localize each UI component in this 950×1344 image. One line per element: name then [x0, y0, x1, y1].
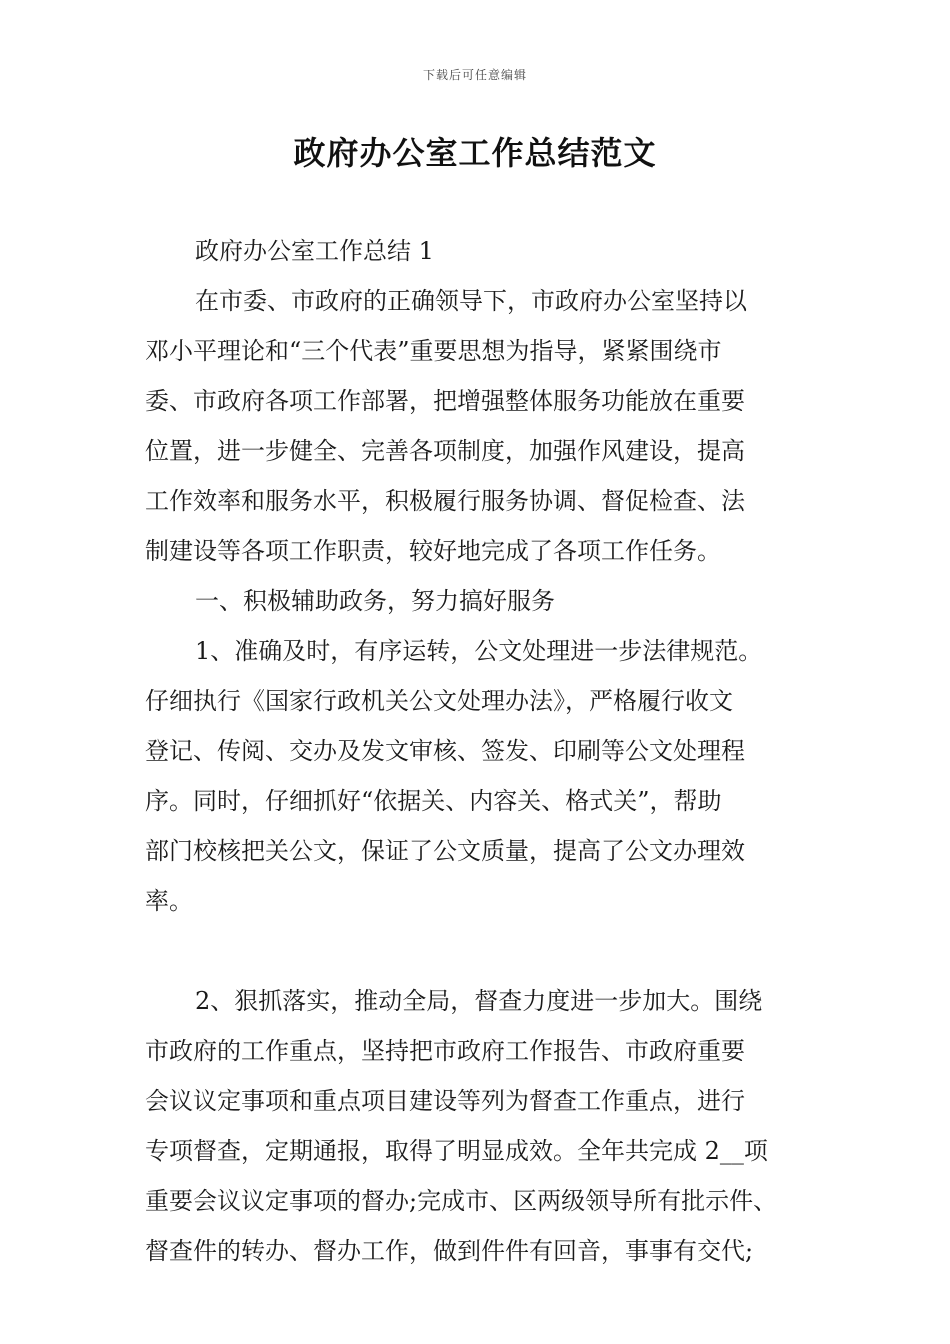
paragraph-line: 委、市政府各项工作部署，把增强整体服务功能放在重要: [145, 387, 745, 415]
section-heading: 一、积极辅助政务，努力搞好服务: [195, 587, 555, 615]
paragraph-line: 工作效率和服务水平，积极履行服务协调、督促检查、法: [145, 487, 745, 515]
paragraph-line: 序。同时，仔细抓好“依据关、内容关、格式关”，帮助: [145, 787, 722, 815]
paragraph-line: 重要会议议定事项的督办;完成市、区两级领导所有批示件、: [145, 1187, 778, 1215]
paragraph-gap: [145, 926, 817, 976]
paragraph-line: 1、准确及时，有序运转，公文处理进一步法律规范。: [195, 637, 763, 665]
paragraph-line: 仔细执行《国家行政机关公文处理办法》，严格履行收文: [145, 687, 733, 715]
paragraph-line: 市政府的工作重点，坚持把市政府工作报告、市政府重要: [145, 1037, 745, 1065]
document-body: [145, 226, 817, 1276]
paragraph-line: 会议议定事项和重点项目建设等列为督查工作重点，进行: [145, 1087, 745, 1115]
header-note: 下载后可任意编辑: [422, 68, 527, 82]
paragraph-line: 邓小平理论和“三个代表”重要思想为指导，紧紧围绕市: [145, 337, 722, 365]
paragraph-line: 制建设等各项工作职责，较好地完成了各项工作任务。: [145, 537, 721, 565]
paragraph-line: 部门校核把关公文，保证了公文质量，提高了公文办理效: [145, 837, 745, 865]
paragraph-line: 率。: [145, 887, 193, 915]
paragraph-line: 在市委、市政府的正确领导下，市政府办公室坚持以: [195, 287, 747, 315]
paragraph-line: 登记、传阅、交办及发文审核、签发、印刷等公文处理程: [145, 737, 745, 765]
document-title: 政府办公室工作总结范文: [293, 134, 657, 172]
paragraph-line: 2、狠抓落实，推动全局，督查力度进一步加大。围绕: [195, 987, 763, 1015]
paragraph-line: 专项督查，定期通报，取得了明显成效。全年共完成 2__项: [145, 1137, 768, 1165]
paragraph-line: 位置，进一步健全、完善各项制度，加强作风建设，提高: [145, 437, 745, 465]
section-heading: 政府办公室工作总结 1: [195, 237, 434, 265]
paragraph-line: 督查件的转办、督办工作，做到件件有回音，事事有交代;: [145, 1237, 754, 1265]
